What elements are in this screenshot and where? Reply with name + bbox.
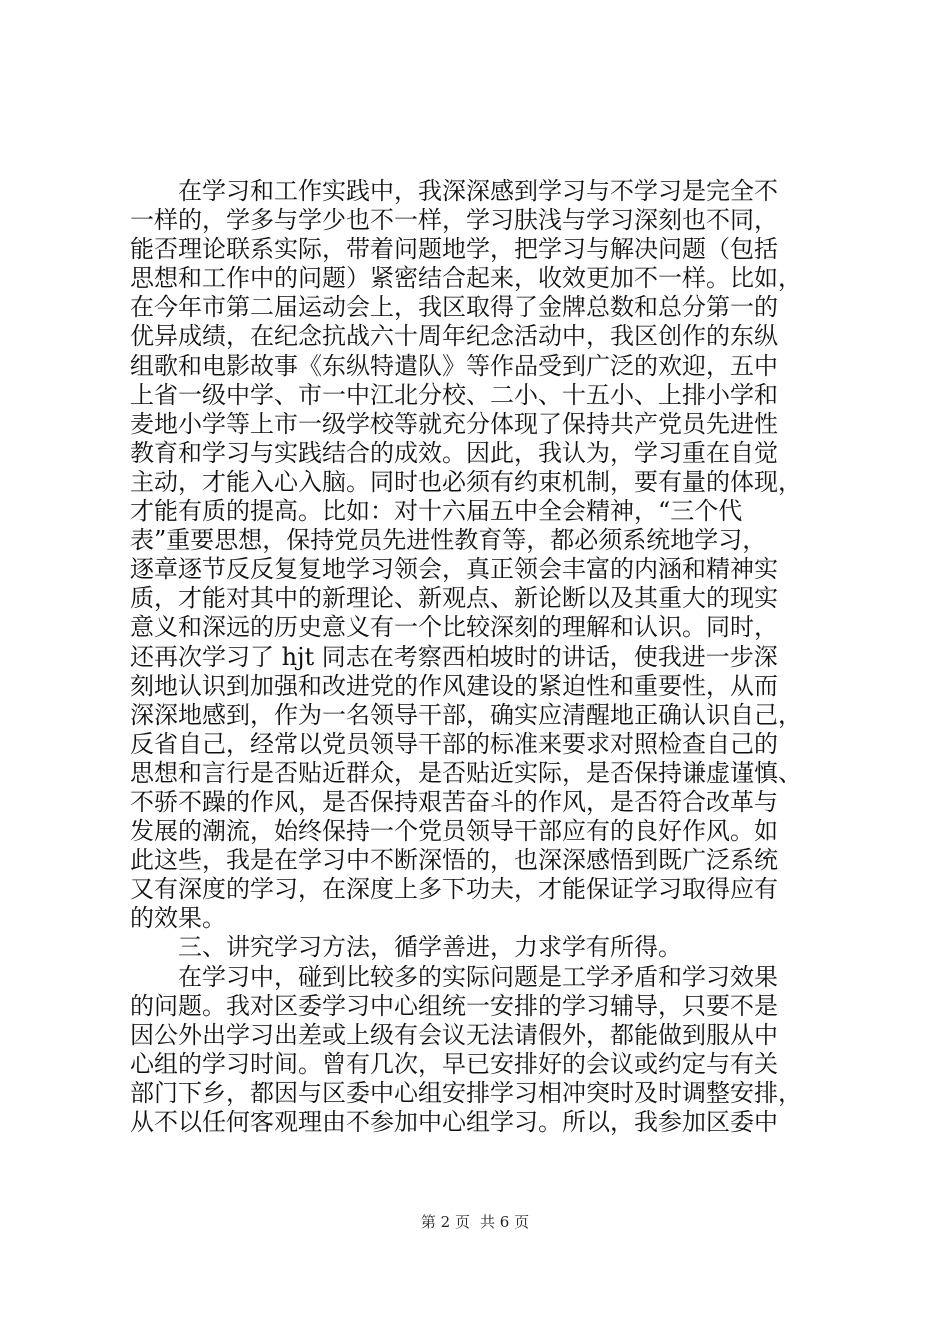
text-line: 的问题。我对区委学习中心组统一安排的学习辅导，只要不是 bbox=[130, 991, 778, 1020]
body-text bbox=[130, 177, 830, 1137]
text-line: 能否理论联系实际，带着问题地学，把学习与解决问题（包括 bbox=[130, 235, 778, 264]
text-line: 优异成绩，在纪念抗战六十周年纪念活动中，我区创作的东纵 bbox=[130, 322, 778, 351]
text-line: 深深地感到，作为一名领导干部，确实应清醒地正确认识自己， bbox=[130, 700, 802, 729]
text-line: 此这些，我是在学习中不断深悟的，也深深感悟到既广泛系统 bbox=[130, 846, 778, 875]
text-line: 因公外出学习出差或上级有会议无法请假外，都能做到服从中 bbox=[130, 1020, 778, 1049]
text-line: 意义和深远的历史意义有一个比较深刻的理解和认识。同时， bbox=[130, 613, 778, 642]
text-line: 的效果。 bbox=[130, 904, 226, 933]
text-line: 部门下乡，都因与区委中心组安排学习相冲突时及时调整安排， bbox=[130, 1078, 802, 1107]
text-line: 在学习中，碰到比较多的实际问题是工学矛盾和学习效果 bbox=[178, 962, 778, 991]
text-line: 在今年市第二届运动会上，我区取得了金牌总数和总分第一的 bbox=[130, 293, 778, 322]
page-total: 共 6 页 bbox=[480, 1213, 530, 1231]
text-line: 三、讲究学习方法，循学善进，力求学有所得。 bbox=[178, 933, 682, 962]
text-line: 表”重要思想，保持党员先进性教育等，都必须系统地学习， bbox=[130, 526, 767, 555]
text-line: 还再次学习了 hjt 同志在考察西柏坡时的讲话，使我进一步深 bbox=[130, 642, 778, 671]
text-line: 刻地认识到加强和改进党的作风建设的紧迫性和重要性，从而 bbox=[130, 671, 778, 700]
text-line: 发展的潮流，始终保持一个党员领导干部应有的良好作风。如 bbox=[130, 817, 778, 846]
text-line: 组歌和电影故事《东纵特遣队》等作品受到广泛的欢迎，五中 bbox=[130, 351, 778, 380]
text-line: 又有深度的学习，在深度上多下功夫，才能保证学习取得应有 bbox=[130, 875, 778, 904]
text-line: 教育和学习与实践结合的成效。因此，我认为，学习重在自觉 bbox=[130, 438, 778, 467]
page-footer bbox=[0, 1212, 950, 1232]
text-line: 才能有质的提高。比如：对十六届五中全会精神，“三个代 bbox=[130, 497, 743, 526]
text-line: 逐章逐节反反复复地学习领会，真正领会丰富的内涵和精神实 bbox=[130, 555, 778, 584]
text-line: 上省一级中学、市一中江北分校、二小、十五小、上排小学和 bbox=[130, 380, 778, 409]
text-line: 质，才能对其中的新理论、新观点、新论断以及其重大的现实 bbox=[130, 584, 778, 613]
text-line: 不骄不躁的作风，是否保持艰苦奋斗的作风，是否符合改革与 bbox=[130, 787, 778, 816]
page-number: 第 2 页 bbox=[420, 1213, 470, 1231]
text-line: 从不以任何客观理由不参加中心组学习。所以，我参加区委中 bbox=[130, 1108, 778, 1136]
text-line: 反省自己，经常以党员领导干部的标准来要求对照检查自己的 bbox=[130, 729, 778, 758]
text-line: 思想和工作中的问题）紧密结合起来，收效更加不一样。比如， bbox=[130, 264, 802, 293]
text-line: 一样的，学多与学少也不一样，学习肤浅与学习深刻也不同， bbox=[130, 206, 778, 235]
text-line: 在学习和工作实践中，我深深感到学习与不学习是完全不 bbox=[178, 177, 778, 205]
text-line: 麦地小学等上市一级学校等就充分体现了保持共产党员先进性 bbox=[130, 409, 778, 438]
text-line: 思想和言行是否贴近群众，是否贴近实际，是否保持谦虚谨慎、 bbox=[130, 758, 802, 787]
text-line: 心组的学习时间。曾有几次，早已安排好的会议或约定与有关 bbox=[130, 1049, 778, 1078]
text-line: 主动，才能入心入脑。同时也必须有约束机制，要有量的体现， bbox=[130, 467, 802, 496]
